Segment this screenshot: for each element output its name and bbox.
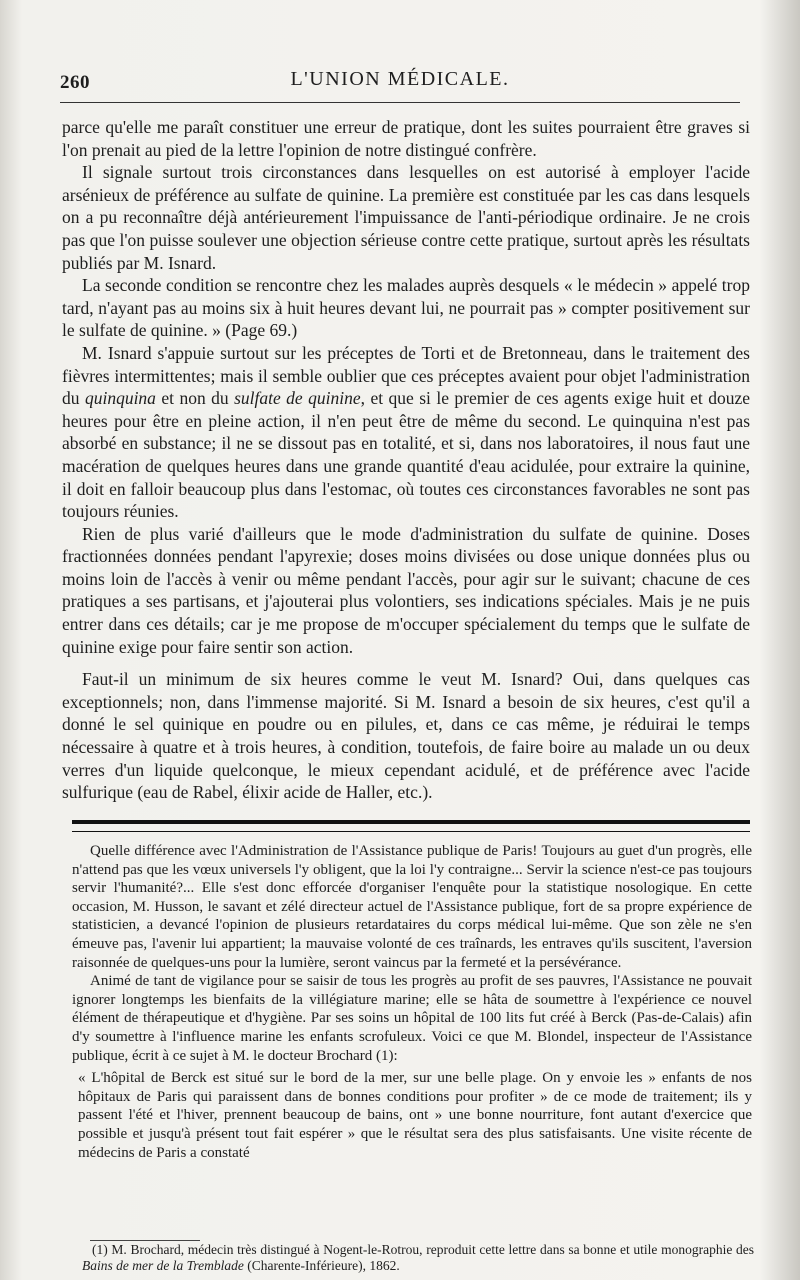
footnote [82,1242,754,1274]
paragraph-5: Rien de plus varié d'ailleurs que le mode d'administration du sulfate de quinine. Doses fractionnées données pendant l'apyrexie; doses moins divisées ou dose unique données plus ou moins loin de l'accès à venir ou même pendant l'accès, pour agir sur le suivant; chacune de ces pratiques a ses partisans, et j'ajouterai plus volontiers, ses indications spéciales. Mais je ne puis entrer dans ces détails; car je me propose de m'occuper spécialement du temps que le sulfate de quinine exige pour faire sentir son action. [62,523,750,657]
main-article [62,116,750,804]
feuilleton-paragraph-1: Quelle différence avec l'Administration de l'Assistance publique de Paris! Toujours au guet d'un progrès, elle n'attend pas que les vœux universels l'y obligent, que la loi l'y contraigne... Servir la science n'est-ce pas toujours servir l'humanité?... Elle s'est donc efforcée d'organiser l'enquête pour la statistique nosologique. En cette occasion, M. Husson, le savant et zélé directeur actuel de l'Assistance publique, fort de sa propre expérience de statisticien, a devancé l'opinion de plusieurs retardataires du corps médical lui-même. Que son zèle ne s'en émeuve pas, l'avenir lui appartient; la mauvaise volonté de ces traînards, les entraves qu'ils suscitent, l'aversion raisonnée de quelques-uns pour la lumière, seront vaincus par la fermeté et la persévérance. [72,843,752,971]
emphasis-sulfate: sulfate de quinine [234,388,361,409]
footnote-separator [90,1240,200,1241]
paragraph-4 [62,342,750,523]
page-number: 260 [60,72,90,93]
feuilleton-section [72,842,752,1162]
paragraph-3: La seconde condition se rencontre chez les malades auprès desquels « le médecin » appelé trop tard, n'ayant pas au moins six à huit heures devant lui, ne pourrait pas » compter positivement sur le sulfate de quinine. » (Page 69.) [62,275,750,341]
footnote-part-2: (Charente-Inférieure), 1862. [243,1258,400,1273]
page-header [60,62,740,103]
emphasis-quinquina: quinquina [84,388,156,409]
paragraph-1: parce qu'elle me paraît constituer une erreur de pratique, dont les suites pourraient être graves si l'on prenait au pied de la lettre l'opinion de notre distingué confrère. [62,117,750,160]
paragraph-4-part-1: M. Isnard s'appuie surtout sur les préceptes de Torti et de Bretonneau, dans le traitement des fièvres intermittentes; mais il semble oublier que ces préceptes avaient pour objet l'administration du [62,342,750,409]
running-title: L'UNION MÉDICALE. [290,68,510,90]
footnote-part-1: (1) M. Brochard, médecin très distingué à Nogent-le-Rotrou, reproduit cette lettre dans sa bonne et utile monographie des [92,1242,754,1257]
paragraph-4-part-2: et non du [155,388,235,409]
feuilleton-paragraph-2: Animé de tant de vigilance pour se saisir de tous les progrès au profit de ses pauvres, l'Assistance ne pouvait ignorer longtemps les bienfaits de la villégiature marine; elle se hâta de soumettre à l'expérience ce nouvel élément de thérapeutique et d'hygiène. Par ses soins un hôpital de 100 lits fut créé à Berck (Pas-de-Calais) afin d'y soumettre à l'influence marine les enfants scrofuleux. Voici ce que M. Blondel, inspecteur de l'Assistance publique, écrit à ce sujet à M. le docteur Brochard (1): [72,973,752,1064]
paragraph-4-part-3: , et que si le premier de ces agents exige huit et douze heures pour être en pleine action, il n'en peut être de même du second. Le quinquina n'est pas absorbé en substance; il ne se dissout pas en totalité, et si, dans nos laboratoires, il nous faut une macération de quelques heures dans une grande quantité d'eau acidulée, pour extraire la quinine, il doit en falloir beaucoup plus dans l'estomac, où toutes ces circonstances favorables ne sont pas toujours réunies. [62,388,751,522]
footnote-book-title: Bains de mer de la Tremblade [82,1258,244,1273]
feuilleton-quote: « L'hôpital de Berck est situé sur le bord de la mer, sur une belle plage. On y envoie les » enfants de nos hôpitaux de Paris qui paraissent dans de bonnes conditions pour profiter » de ce mode de traitement; ils y passent l'été et l'hiver, prennent beaucoup de bains, ont » une bonne nourriture, font autant d'exercice que possible et jusqu'à présent tout fait espérer » que le résultat sera des plus satisfaisants. Une visite récente de médecins de Paris a constaté [78,1070,752,1161]
paragraph-6: Faut-il un minimum de six heures comme le veut M. Isnard? Oui, dans quelques cas exceptionnels; non, dans l'immense majorité. Si M. Isnard a besoin de six heures, c'est qu'il a donné le sel quinique en poudre ou en pilules, et, dans ce cas même, je réduirai le temps nécessaire à quatre et à trois heures, à condition, toutefois, de faire boire au malade un ou deux verres d'un liquide quelconque, le mieux cependant acidulé, et de préférence avec l'acide sulfurique (eau de Rabel, élixir acide de Haller, etc.). [62,669,750,803]
paragraph-2: Il signale surtout trois circonstances dans lesquelles on est autorisé à employer l'acide arsénieux de préférence au sulfate de quinine. La première est constituée par les cas dans lesquels on a pu reconnaître déjà antérieurement l'impuissance de l'anti-périodique ordinaire. Je ne crois pas que l'on puisse soulever une objection sérieuse contre cette pratique, surtout après les résultats publiés par M. Isnard. [62,162,750,273]
feuilleton-divider [72,820,750,832]
